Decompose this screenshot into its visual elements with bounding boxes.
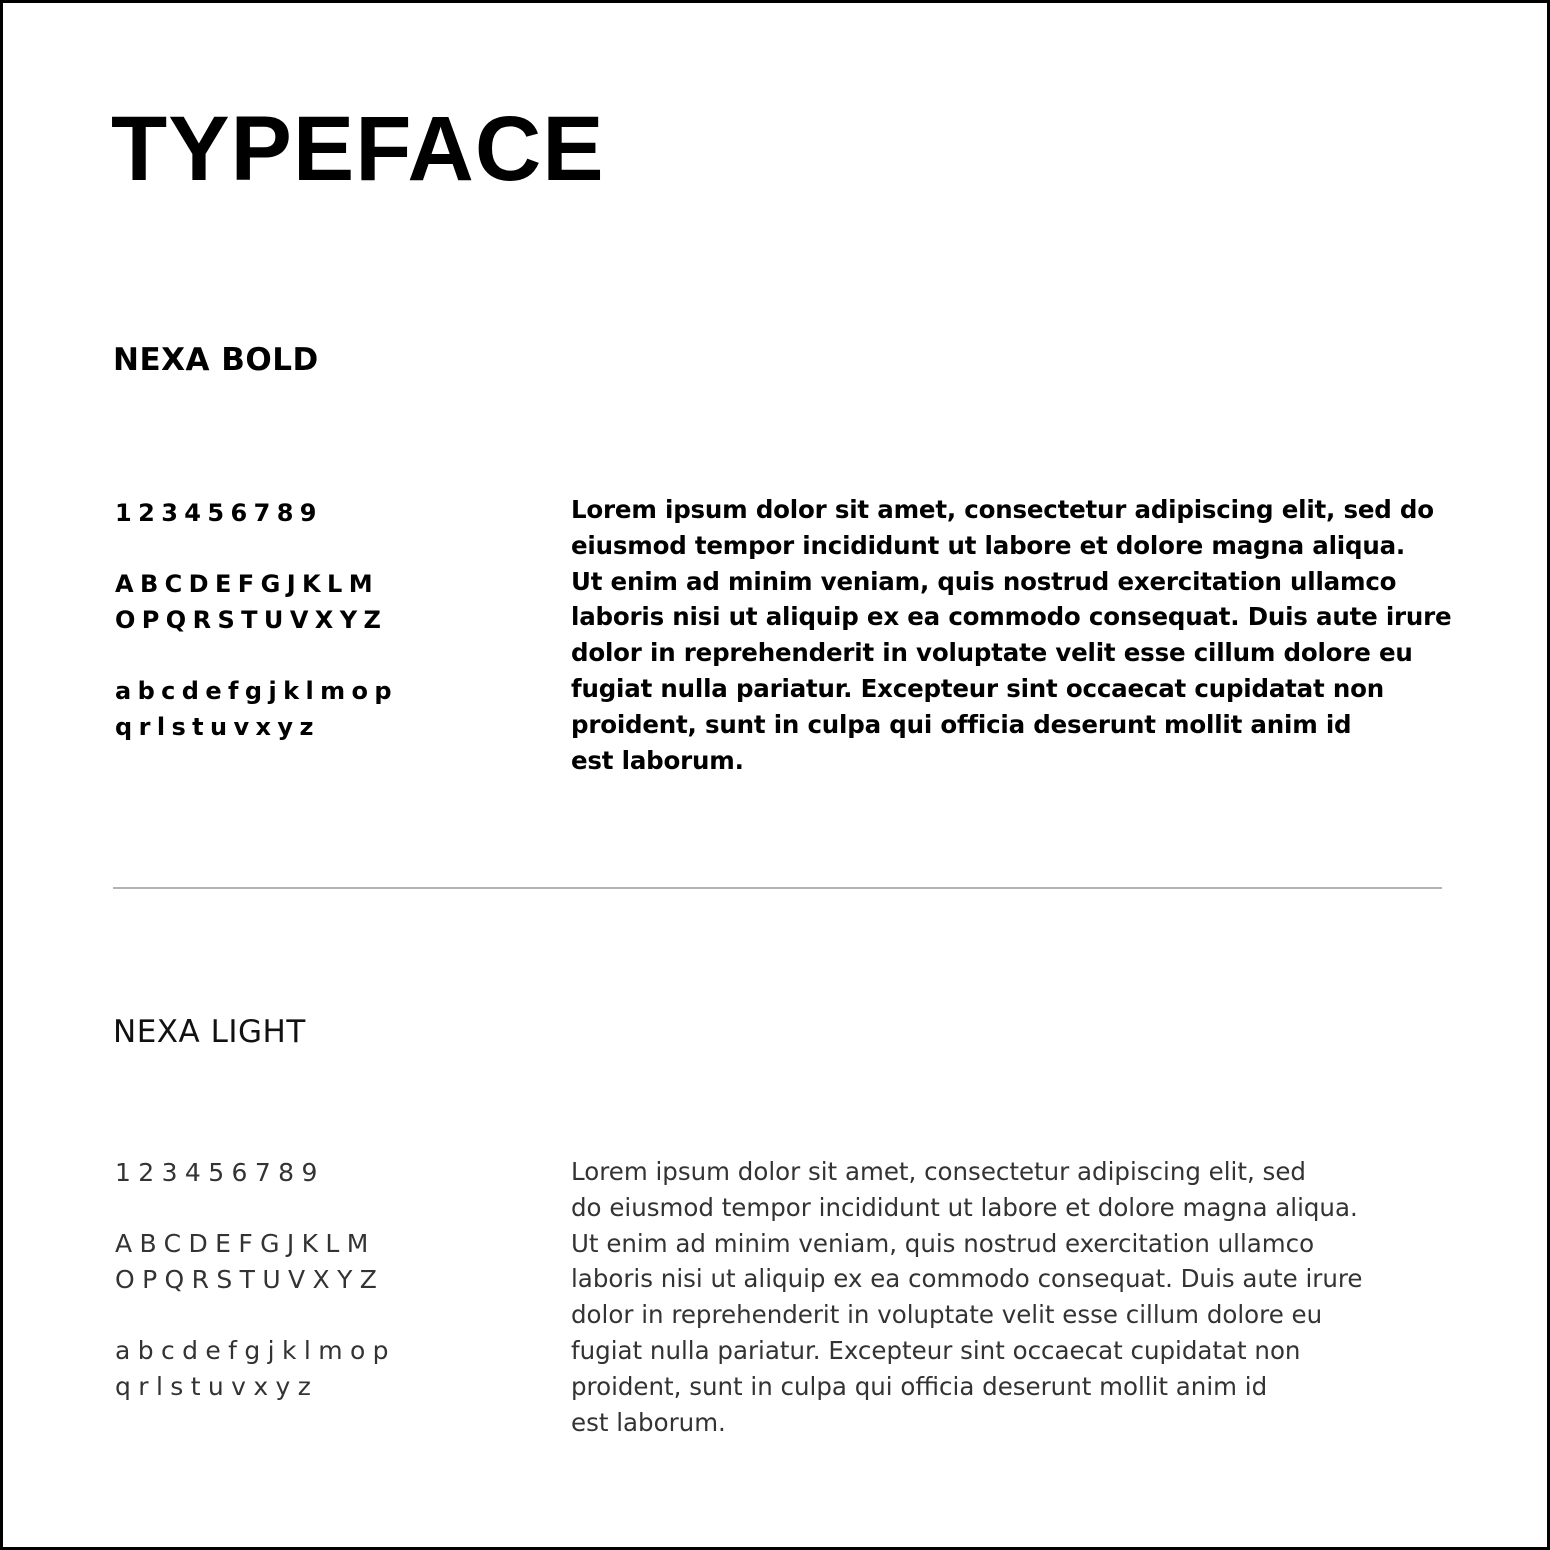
bold-lowercase-line-2: qrlstuvxyz (115, 713, 320, 741)
page-title: TYPEFACE (111, 98, 605, 200)
sample-line: Ut enim ad minim veniam, quis nostrud exercitation ullamco (571, 566, 1397, 596)
light-lowercase-line-2: qrlstuvxyz (115, 1372, 319, 1401)
bold-lowercase-line-1: abcdefgjklmop (115, 677, 398, 705)
sample-line: proident, sunt in culpa qui officia deserunt mollit anim id (571, 709, 1352, 739)
spacer (115, 1191, 396, 1226)
nexa-bold-glyph-set (115, 495, 398, 745)
sample-line: dolor in reprehenderit in voluptate velit esse cillum dolore eu (571, 1300, 1323, 1330)
sample-line: dolor in reprehenderit in voluptate velit esse cillum dolore eu (571, 638, 1413, 668)
light-uppercase-line-2: OPQRSTUVXYZ (115, 1265, 385, 1294)
sample-line: do eiusmod tempor incididunt ut labore et dolore magna aliqua. (571, 1192, 1358, 1222)
spacer (115, 1298, 396, 1333)
sample-line: Lorem ipsum dolor sit amet, consectetur adipiscing elit, sed (571, 1157, 1306, 1186)
sample-line: fugiat nulla pariatur. Excepteur sint occaecat cupidatat non (571, 1335, 1301, 1365)
spacer (115, 638, 398, 673)
bold-uppercase-line-2: OPQRSTUVXYZ (115, 606, 388, 634)
bold-uppercase-line-1: ABCDEFGJKLM (115, 570, 379, 598)
sample-line: proident, sunt in culpa qui officia deserunt mollit anim id (571, 1371, 1268, 1401)
nexa-bold-heading: NEXA BOLD (113, 342, 319, 378)
light-lowercase-line-1: abcdefgjklmop (115, 1336, 396, 1365)
light-numbers: 123456789 (115, 1158, 325, 1187)
nexa-bold-sample-text (571, 492, 1451, 778)
nexa-light-sample-text (571, 1154, 1451, 1440)
sample-line: laboris nisi ut aliquip ex ea commodo consequat. Duis aute irure (571, 1264, 1363, 1294)
sample-line: est laborum. (571, 745, 744, 775)
sample-line: est laborum. (571, 1407, 726, 1437)
spacer (115, 531, 398, 566)
light-uppercase-line-1: ABCDEFGJKLM (115, 1229, 376, 1258)
section-divider (113, 887, 1442, 889)
sample-line: laboris nisi ut aliquip ex ea commodo consequat. Duis aute irure (571, 602, 1452, 632)
nexa-light-glyph-set (115, 1155, 396, 1405)
sample-line: Lorem ipsum dolor sit amet, consectetur adipiscing elit, sed do (571, 495, 1434, 524)
sample-line: Ut enim ad minim veniam, quis nostrud exercitation ullamco (571, 1228, 1315, 1258)
sample-line: fugiat nulla pariatur. Excepteur sint occaecat cupidatat non (571, 673, 1384, 703)
bold-numbers: 123456789 (115, 499, 323, 527)
sample-line: eiusmod tempor incididunt ut labore et dolore magna aliqua. (571, 530, 1406, 560)
nexa-light-heading: NEXA LIGHT (113, 1014, 306, 1050)
